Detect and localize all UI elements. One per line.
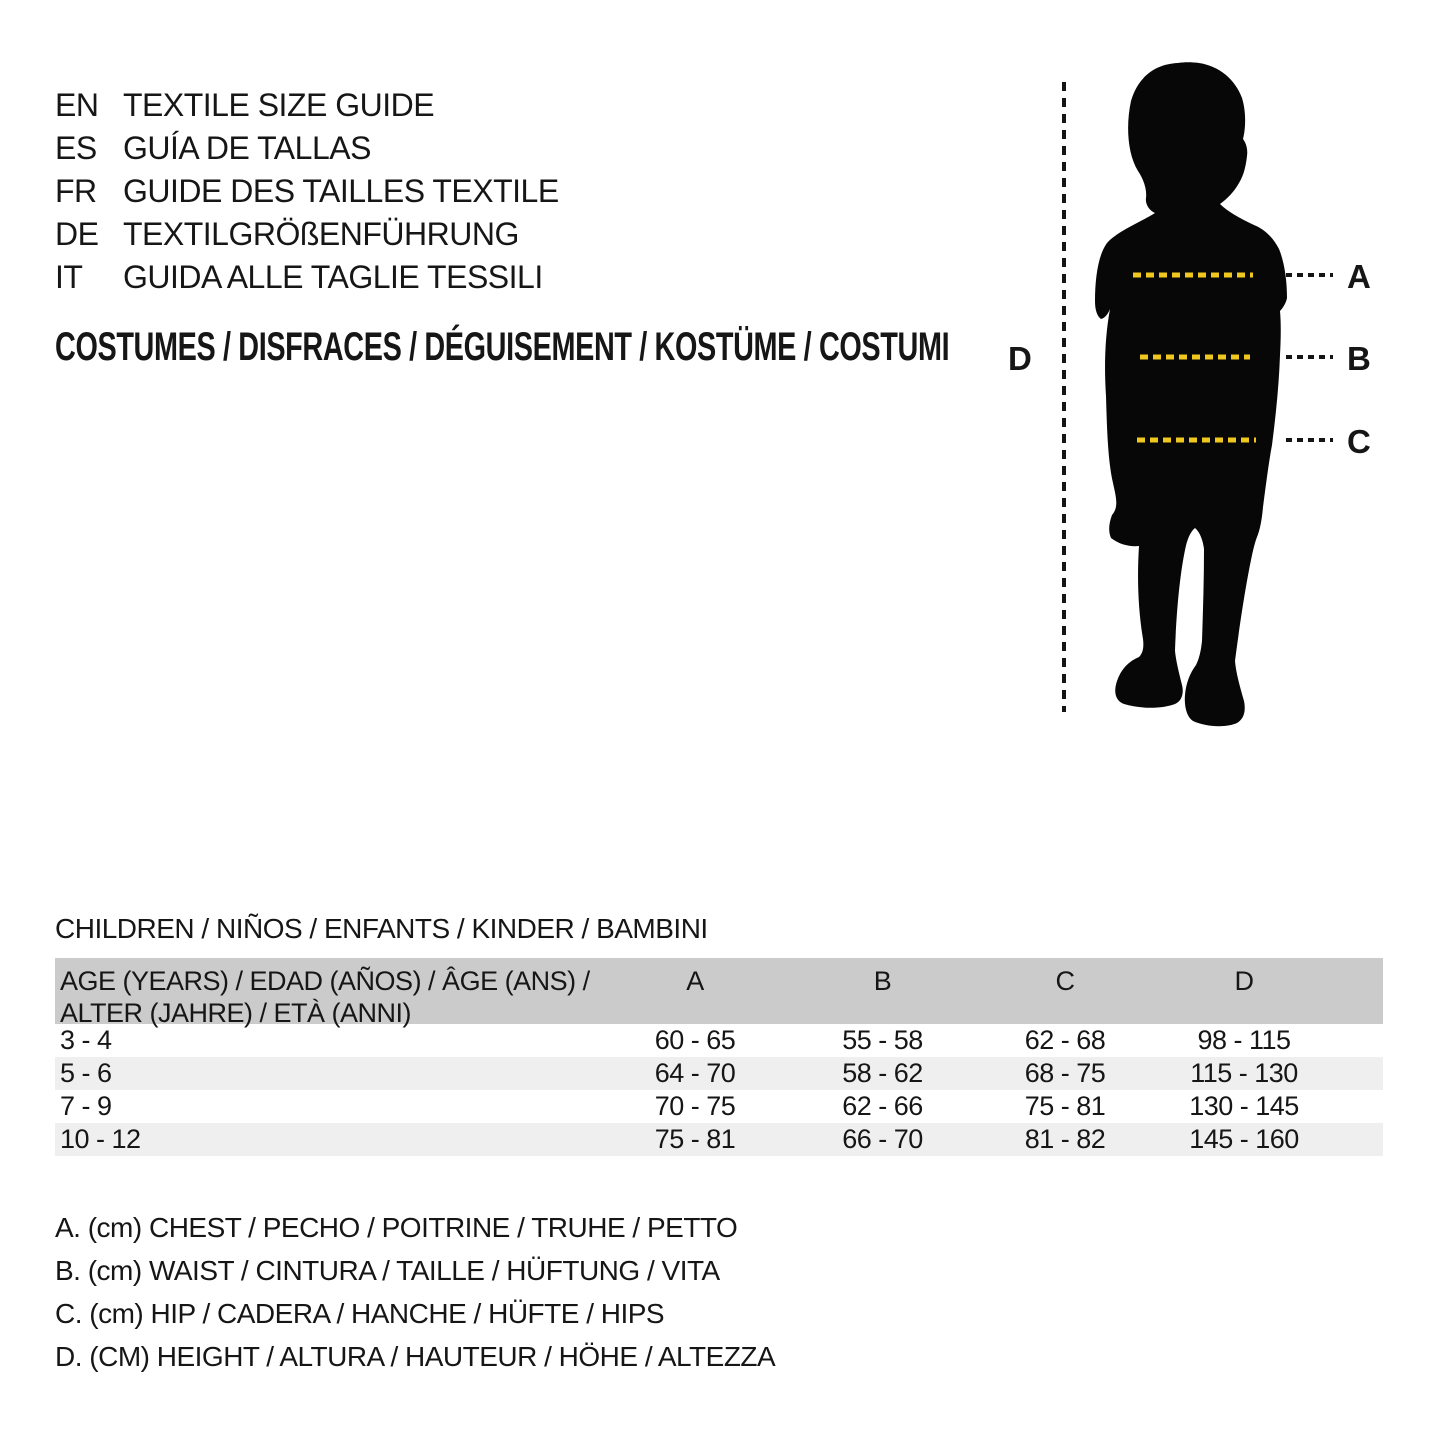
legend-item-height: D. (CM) HEIGHT / ALTURA / HAUTEUR / HÖHE / ALTEZZA	[55, 1341, 776, 1372]
age-cell: 3 - 4	[60, 1025, 112, 1055]
hip-value-cell: 75 - 81	[1024, 1091, 1106, 1121]
language-code: DE	[55, 216, 99, 252]
hip-value-cell: 62 - 68	[1024, 1025, 1106, 1055]
table-row	[55, 1123, 1383, 1156]
measurement-legend	[55, 1206, 775, 1378]
measure-label-b: B	[1347, 340, 1371, 377]
language-row	[55, 84, 559, 127]
height-value-cell: 145 - 160	[1189, 1124, 1299, 1154]
age-column-header-line2: ALTER (JAHRE) / ETÀ (ANNI)	[60, 998, 412, 1028]
table-header-row	[55, 958, 1383, 1028]
language-code: IT	[55, 259, 83, 295]
age-cell: 5 - 6	[60, 1058, 112, 1088]
table-row	[55, 1024, 1383, 1057]
language-list	[55, 84, 559, 299]
hip-value-cell: 68 - 75	[1024, 1058, 1106, 1088]
language-label: TEXTILE SIZE GUIDE	[123, 87, 435, 123]
hip-value-cell: 81 - 82	[1024, 1124, 1106, 1154]
language-row	[55, 256, 559, 299]
height-value-cell: 115 - 130	[1190, 1058, 1298, 1088]
column-header-spacer	[1333, 965, 1383, 1029]
column-header-b: B	[873, 966, 892, 996]
category-title: COSTUMES / DISFRACES / DÉGUISEMENT / KOSTÜME / COSTUMI	[55, 325, 950, 369]
section-title-children: CHILDREN / NIÑOS / ENFANTS / KINDER / BAMBINI	[55, 913, 708, 944]
size-table	[55, 958, 1383, 1156]
chest-value-cell: 60 - 65	[654, 1025, 736, 1055]
language-row	[55, 170, 559, 213]
language-code: FR	[55, 173, 97, 209]
table-row	[55, 1057, 1383, 1090]
language-label: GUIDE DES TAILLES TEXTILE	[123, 173, 559, 209]
language-row	[55, 213, 559, 256]
child-silhouette-image	[1095, 62, 1287, 726]
spacer-cell	[1333, 1057, 1383, 1090]
spacer-cell	[1333, 1024, 1383, 1057]
waist-value-cell: 55 - 58	[842, 1025, 923, 1055]
age-cell: 10 - 12	[60, 1124, 141, 1154]
measure-label-c: C	[1347, 423, 1371, 460]
table-row	[55, 1090, 1383, 1123]
measurement-figure	[990, 50, 1400, 750]
chest-value-cell: 75 - 81	[654, 1124, 736, 1154]
language-code: ES	[55, 130, 97, 166]
height-value-cell: 98 - 115	[1197, 1025, 1291, 1055]
spacer-cell	[1333, 1090, 1383, 1123]
height-value-cell: 130 - 145	[1189, 1091, 1299, 1121]
legend-item-chest: A. (cm) CHEST / PECHO / POITRINE / TRUHE / PETTO	[55, 1212, 738, 1243]
waist-value-cell: 62 - 66	[842, 1091, 923, 1121]
waist-value-cell: 58 - 62	[842, 1058, 923, 1088]
legend-item-hip: C. (cm) HIP / CADERA / HANCHE / HÜFTE / HIPS	[55, 1298, 665, 1329]
column-header-d: D	[1234, 966, 1254, 996]
chest-value-cell: 70 - 75	[654, 1091, 736, 1121]
language-code: EN	[55, 87, 99, 123]
language-label: GUÍA DE TALLAS	[123, 130, 371, 166]
age-column-header	[55, 965, 600, 1029]
language-label: GUIDA ALLE TAGLIE TESSILI	[123, 259, 543, 295]
legend-item-waist: B. (cm) WAIST / CINTURA / TAILLE / HÜFTUNG / VITA	[55, 1255, 720, 1286]
age-cell: 7 - 9	[60, 1091, 112, 1121]
waist-value-cell: 66 - 70	[842, 1124, 923, 1154]
measure-label-a: A	[1347, 258, 1371, 295]
language-row	[55, 127, 559, 170]
column-header-c: C	[1055, 966, 1075, 996]
chest-value-cell: 64 - 70	[654, 1058, 736, 1088]
age-column-header-line1: AGE (YEARS) / EDAD (AÑOS) / ÂGE (ANS) /	[60, 966, 590, 996]
measure-label-d: D	[1008, 340, 1032, 377]
column-header-a: A	[686, 966, 704, 996]
language-label: TEXTILGRÖßENFÜHRUNG	[123, 216, 519, 252]
spacer-cell	[1333, 1123, 1383, 1156]
